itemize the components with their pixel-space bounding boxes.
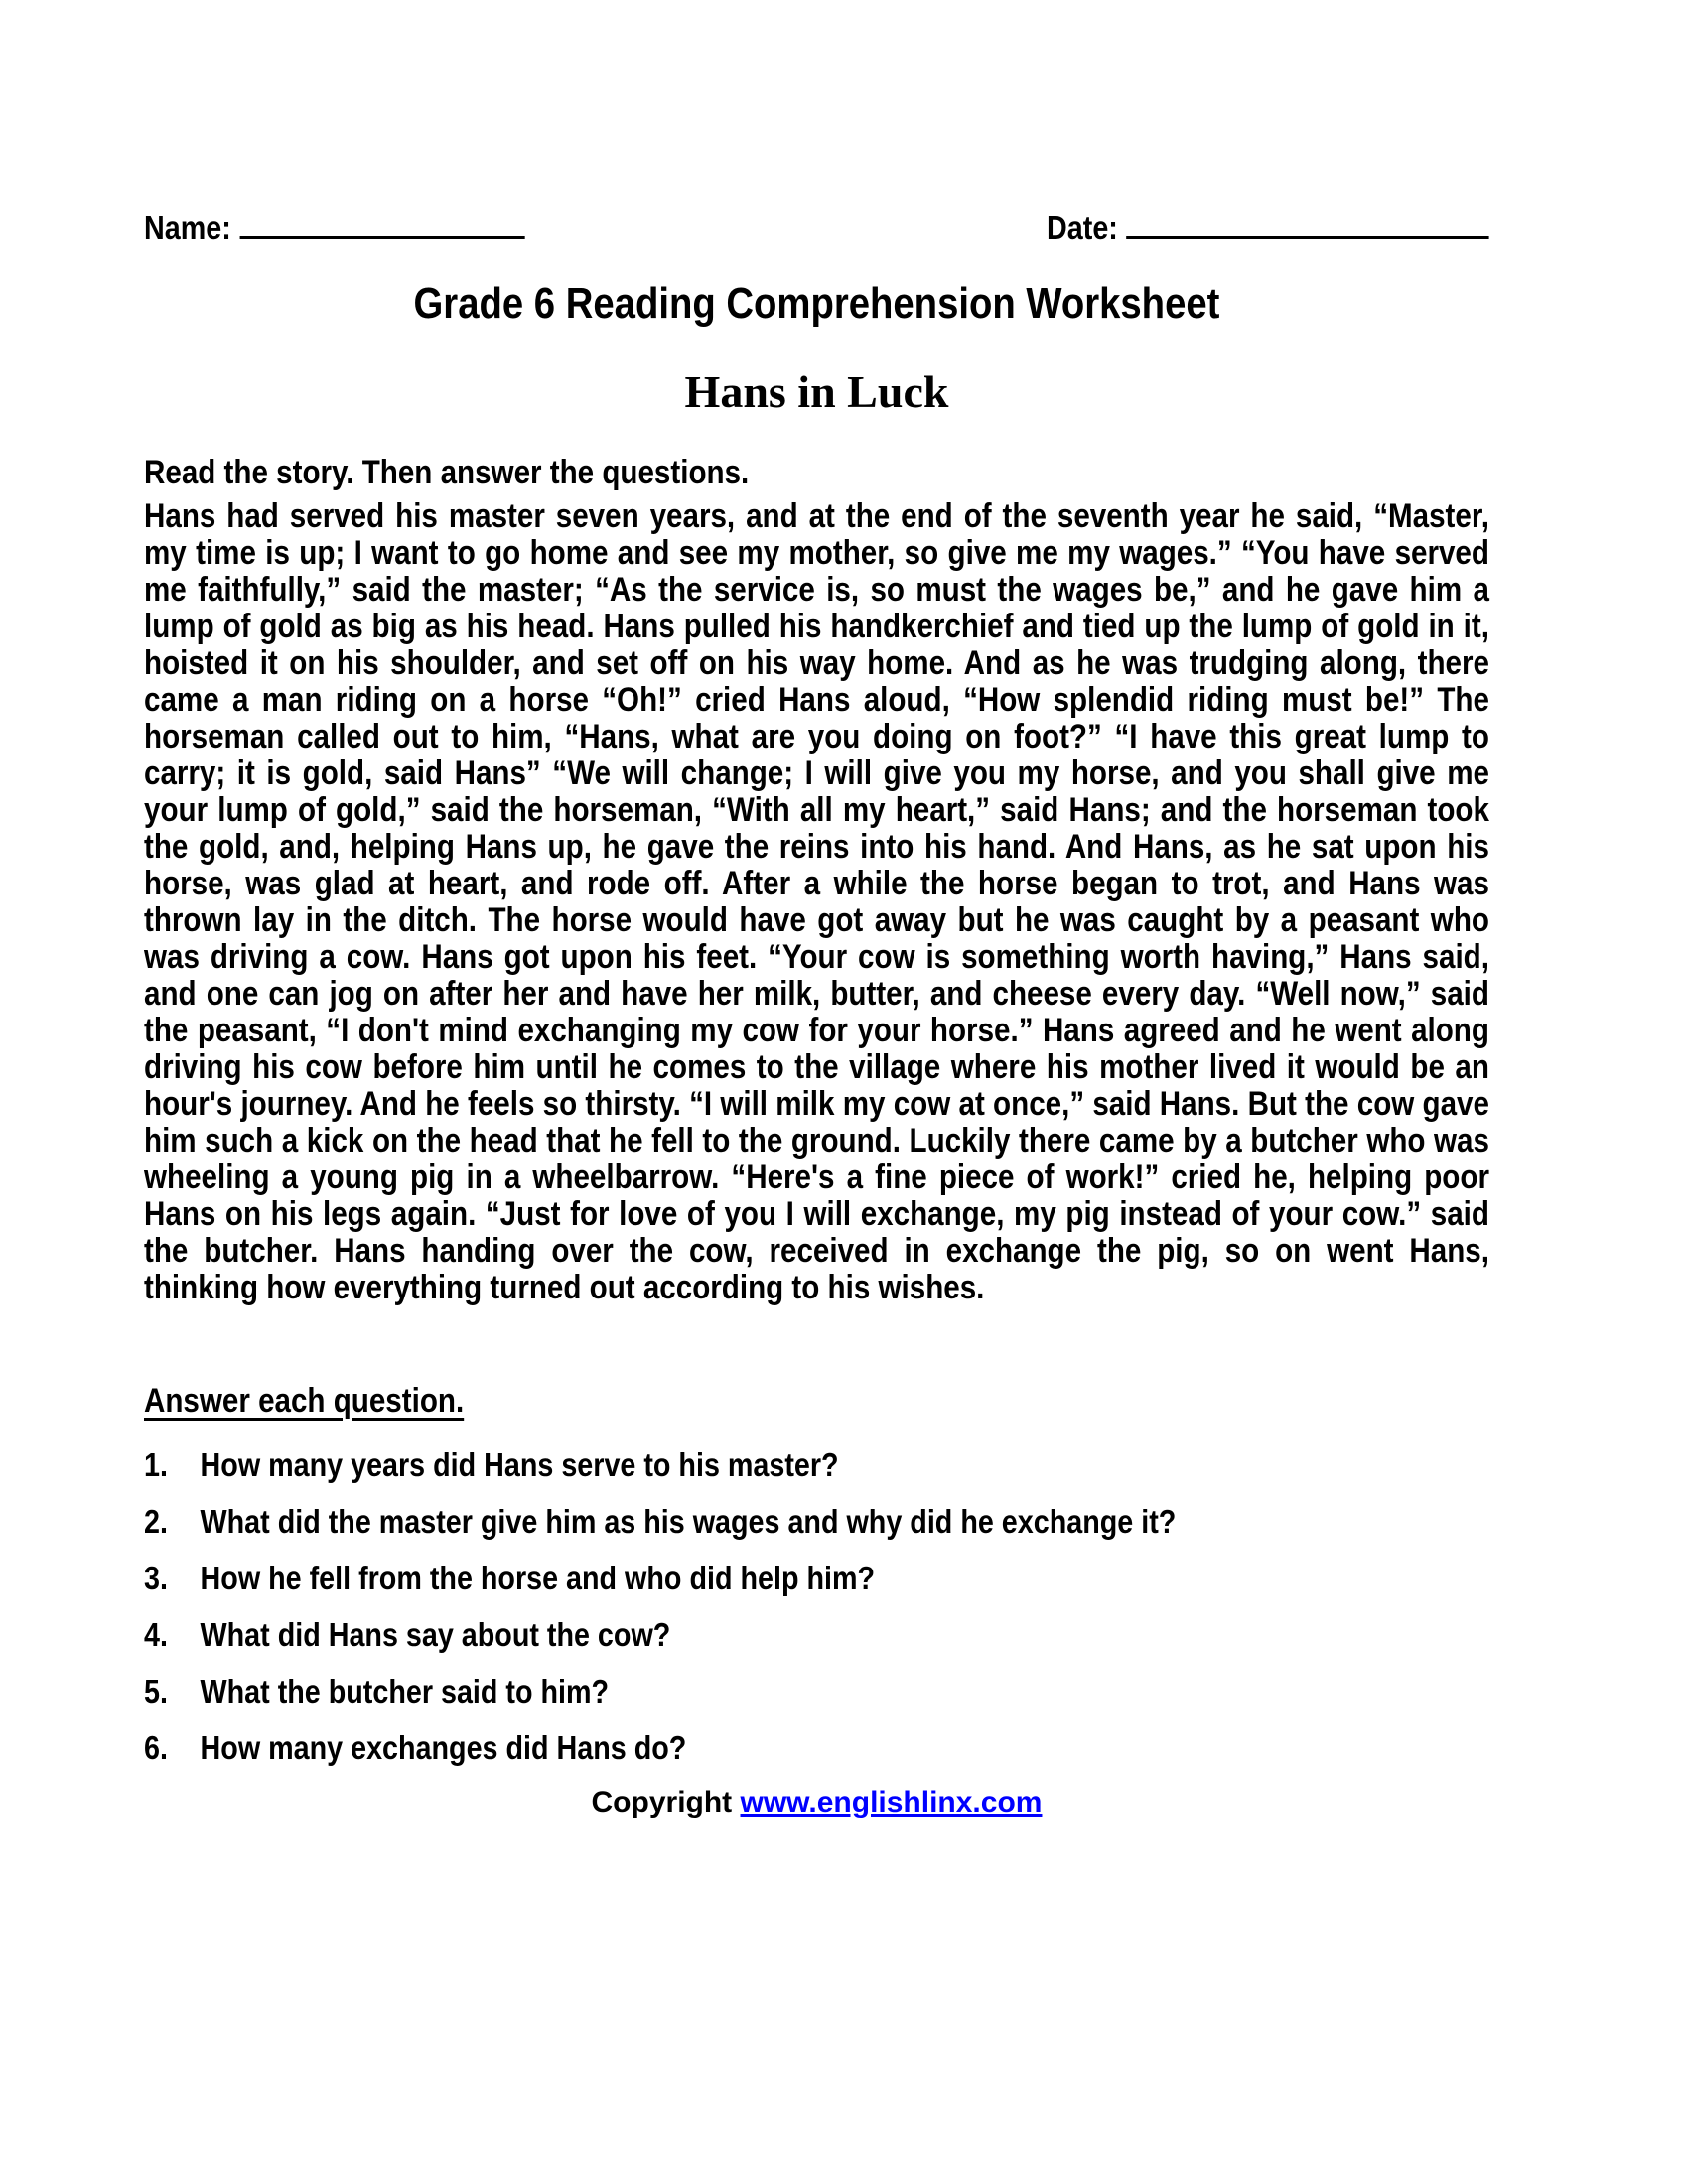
worksheet-title: Grade 6 Reading Comprehension Worksheet — [413, 279, 1220, 328]
question-text: What did the master give him as his wages and why did he exchange it? — [200, 1503, 1177, 1540]
name-date-row — [144, 208, 1489, 246]
name-input-line[interactable] — [239, 208, 524, 239]
question-text: How many years did Hans serve to his master? — [200, 1446, 839, 1483]
worksheet-content — [144, 0, 1489, 1820]
question-text: How many exchanges did Hans do? — [200, 1729, 687, 1766]
question-item — [144, 1560, 1489, 1596]
question-number: 4. — [144, 1616, 168, 1653]
question-number: 6. — [144, 1729, 168, 1766]
copyright-label: Copyright — [591, 1786, 741, 1819]
question-item — [144, 1673, 1489, 1709]
footer — [144, 1786, 1489, 1820]
date-label: Date: — [1047, 209, 1118, 246]
name-field — [144, 208, 525, 246]
question-item — [144, 1616, 1489, 1653]
question-text: What did Hans say about the cow? — [200, 1616, 671, 1653]
question-item — [144, 1446, 1489, 1483]
story-instructions: Read the story. Then answer the questions. — [144, 454, 750, 491]
question-number: 5. — [144, 1673, 168, 1709]
answer-section-heading: Answer each question. — [144, 1382, 465, 1420]
question-text: How he fell from the horse and who did help him? — [200, 1560, 876, 1596]
story-title: Hans in Luck — [684, 366, 949, 417]
story-text: Hans had served his master seven years, and at the end of the seventh year he said, “Master, my time is up; I want to go home and see my mother, so give me my wages.” “You have served me faithfully,” said the master; “As the service is, so must the wages be,” and he gave him a lump of gold as big as his head. Hans pulled his handkerchief and tied up the lump of gold in it, hoisted it on his shoulder, and set off on his way home. And as he was trudging along, there came a man riding on a horse “Oh!” cried Hans aloud, “How splendid riding must be!” The horseman called out to him, “Hans, what are you doing on foot?” “I have this great lump to carry; it is gold, said Hans” “We will change; I will give you my horse, and you shall give me your lump of gold,” said the horseman, “With all my heart,” said Hans; and the horseman took the gold, and, helping Hans up, he gave the reins into his hand. And Hans, as he sat upon his horse, was glad at heart, and rode off. After a while the horse began to trot, and Hans was thrown lay in the ditch. The horse would have got away but he was caught by a peasant who was driving a cow. Hans got upon his feet. “Your cow is something worth having,” Hans said, and one can jog on after her and have her milk, butter, and cheese every day. “Well now,” said the peasant, “I don't mind exchanging my cow for your horse.” Hans agreed and he went along driving his cow before him until he comes to the village where his mother lived it would be an hour's journey. And he feels so thirsty. “I will milk my cow at once,” said Hans. But the cow gave him such a kick on the head that he fell to the ground. Luckily there came by a butcher who was wheeling a young pig in a wheelbarrow. “Here's a fine piece of work!” cried he, helping poor Hans on his legs again. “Just for love of you I will exchange, my pig instead of your cow.” said the butcher. Hans handing over the cow, received in exchange the pig, so on went Hans, thinking how everything turned out according to his wishes. — [144, 497, 1489, 1306]
question-number: 1. — [144, 1446, 168, 1483]
question-number: 2. — [144, 1503, 168, 1540]
date-input-line[interactable] — [1127, 208, 1489, 239]
question-item — [144, 1729, 1489, 1766]
questions-list — [144, 1446, 1489, 1766]
name-label: Name: — [144, 209, 231, 246]
question-text: What the butcher said to him? — [200, 1673, 610, 1709]
question-item — [144, 1503, 1489, 1540]
date-field — [1047, 208, 1489, 246]
footer-link[interactable]: www.englishlinx.com — [740, 1786, 1043, 1819]
question-number: 3. — [144, 1560, 168, 1596]
